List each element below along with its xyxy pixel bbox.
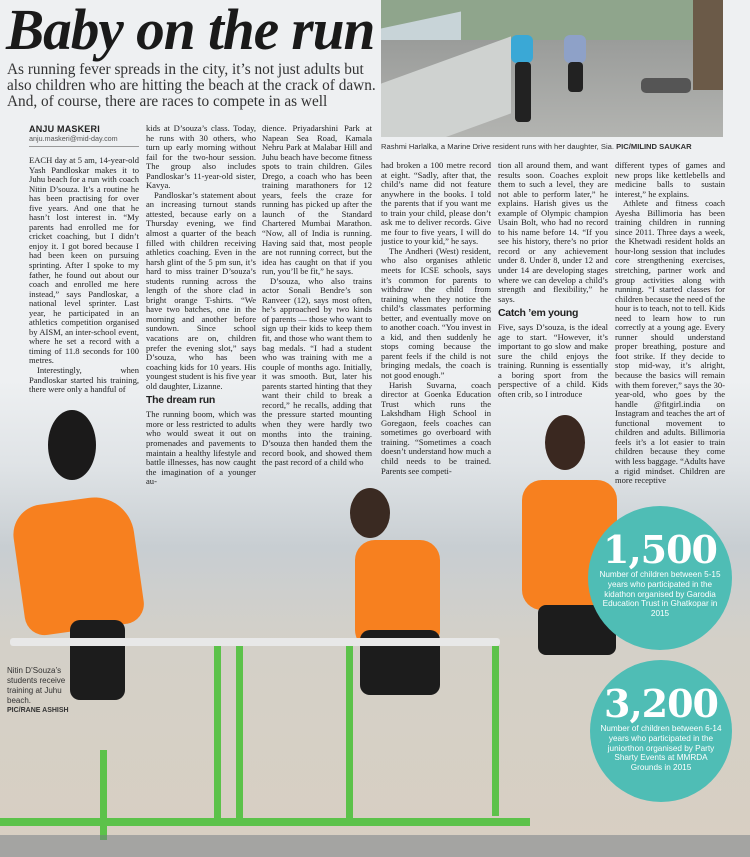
top-photo-caption bbox=[381, 142, 692, 151]
photo-credit: PIC/RANE ASHISH bbox=[7, 707, 69, 714]
article-column-4 bbox=[381, 161, 491, 489]
paragraph: tion all around them, and want results soon. Coaches exploit them to such a level, they are not able to perform later,” he explains. Harish gives us the example of Olympic champion Usain Bolt, who had no record to his name before 14. “If you see his history, there’s no prior record or any achievement under 8. Under 8, under 12 and under 14 are developing stages where we can develop a child’s strength and flexibility,” he says. bbox=[498, 161, 608, 304]
article-column-6 bbox=[615, 161, 725, 489]
stat-description: Number of children between 6-14 years who participated in the juniorthon organised by Party Sharty Events at MMRDA Grounds in 2015 bbox=[600, 724, 722, 773]
paragraph: kids at D’souza’s class. Today, he runs with 30 others, who turn up early morning without fail for the two-hour session. The group also includes Pandloskar’s 11-year-old sister, Kavya. bbox=[146, 124, 256, 191]
article-column-1 bbox=[29, 124, 139, 396]
paragraph: D’souza, who also trains actor Sonali Bendre’s son Ranveer (12), says most often, he’s approached by two kinds of parents — those who want to sign up their kids to keep them fit, and those who want them to bag medals. “I had a student who was training with me a couple of months ago. Initially, it was smooth. But, later his parents started hinting that they want their child to break a record,” he recalls, adding that the pressure started mounting when they were hardly two months into the training. D’souza then handed them the record book, and showed them the past record of a child who bbox=[262, 275, 372, 468]
paragraph: Interestingly, when Pandloskar started his training, there were only a handful of bbox=[29, 365, 139, 395]
paragraph: The running boom, which was more or less restricted to adults who would sweat it out on promenades and pavements to maintain a healthy lifestyle and battle illnesses, has now caught the imagination of a younger au- bbox=[146, 409, 256, 487]
paragraph: had broken a 100 metre record at eight. “Sadly, after that, the child’s name did not feature anywhere in the books. I told the parents that if you want me to train your child, please don’t ask me to deliver records. Give me four to five years, I will do justice to your kid,” he says. bbox=[381, 161, 491, 247]
paragraph: different types of games and new props like kettlebells and medicine balls to sustain interest,” he explains. bbox=[615, 161, 725, 199]
bottom-photo-caption bbox=[7, 666, 69, 716]
paragraph: Harish Suvarna, coach director at Goenka Education Trust which runs the Lakshdham High School in Goregaon, feels coaches can sometimes go overboard with training. “Sometimes a coach doesn’t understand how much a child needs to be trained. Parents see competi- bbox=[381, 379, 491, 476]
article-column-5 bbox=[498, 161, 608, 406]
byline-email: anju.maskeri@mid-day.com bbox=[29, 134, 139, 147]
byline-name: ANJU MASKERI bbox=[29, 124, 100, 134]
paragraph: Pandloskar’s statement about an increasing turnout stands attested, because early on a Thursday evening, we find almost a quarter of the beach filled with children receiving athletics coaching. Even in the harsh glint of the 5 pm sun, it’s hard to miss trainer D’souza’s students running across the length of the shore clad in bright orange T-shirts. “We have two batches, one in the morning and another before sundown. Since school vacations are on, children prefer the evening slot,” says D’souza, who has been coaching kids for 10 years. His youngest student is his five year old daughter, Lizanne. bbox=[146, 189, 256, 391]
stat-circle-juniorthon bbox=[590, 660, 732, 802]
article-column-2 bbox=[146, 124, 256, 489]
paragraph: Five, says D’souza, is the ideal age to start. “However, it’s important to go slow and make sure the child enjoys the training. Running is essentially a boring sport from the perspective of a child. Kids often crib, so I introduce bbox=[498, 322, 608, 400]
subhead: The dream run bbox=[146, 394, 216, 407]
paragraph: EACH day at 5 am, 14-year-old Yash Pandloskar makes it to Juhu beach for a run with coach Nitin D’souza. It’s a routine he has been practising for over five years. And one that he hasn’t lost interest in. “My parents had enrolled me for cricket coaching, but I didn’t enjoy it. I got bored because I had been keen on pursuing sprinting. After I spoke to my father, he found out about our coach and enrolled me here instead,” says Pandloskar, a national level sprinter. Last year, he participated in an athletics competition organised by AISM, an inter-school event, where he set a record with a timing of 11.8 seconds for 100 metres. bbox=[29, 155, 139, 366]
stat-number: 1,500 bbox=[603, 527, 717, 572]
article-column-3 bbox=[262, 124, 372, 489]
subhead: Catch ’em young bbox=[498, 307, 579, 320]
photo-credit: PIC/MILIND SAUKAR bbox=[616, 142, 692, 151]
stat-number: 3,200 bbox=[604, 681, 718, 726]
stat-description: Number of children between 5-15 years who participated in the kidathon organised by Garodia Education Trust in Ghatkopar in 2015 bbox=[599, 570, 721, 619]
caption-text: Rashmi Harlalka, a Marine Drive resident runs with her daughter, Sia. bbox=[381, 142, 614, 151]
paragraph: dience. Priyadarshini Park at Napean Sea Road, Kamala Nehru Park at Malabar Hill and Juhu beach have become fitness spots to train children. Giles Drego, a coach who has been training marathoners for 12 years, feels the craze for running has picked up after the launch of the Standard Chartered Mumbai Marathon. “Now, all of India is running. Having said that, most people are not running correct, but the idea has caught on that if you run, you’ll be fit,” he says. bbox=[262, 124, 372, 277]
top-photo bbox=[381, 0, 723, 137]
caption-text: Nitin D’Souza’s students receive training at Juhu beach. bbox=[7, 666, 66, 705]
stat-circle-kidathon bbox=[588, 506, 732, 650]
paragraph: Athlete and fitness coach Ayesha Billimoria has been training children in running since 2011. Three days a week, the Khetwadi resident holds an hour-long session that includes core strengthening exercises, stretching, partner work and group activities along with running. “I started classes for children because the need of the hour is to teach, not to tell. Kids need to learn how to run correctly at a young age. Every runner should understand proper breathing, posture and foot strike. If they decide to stop mid-way, it’s alright, because the basics will remain with them forever,” says the 30-year-old, who goes by the handle @fitgirl.india on Instagram and teaches the art of functional movement to children and adults. Billimoria feels it’s a lot easier to train children because they come with less baggage. “Adults have a rigid mindset. Children are more receptive bbox=[615, 198, 725, 486]
paragraph: The Andheri (West) resident, who also organises athletic meets for ICSE schools, says it’s common for parents to withdraw the child from training when they notice the child’s classmates performing better, and eventually move on to another coach. “You invest in a kid, and then suddenly he stops coming because the parent feels if the child is not bringing medals, the coach is not good enough.” bbox=[381, 245, 491, 381]
deck: As running fever spreads in the city, it’s not just adults but also children who are hitting the beach at the crack of dawn. And, of course, there are races to compete in as well bbox=[7, 61, 376, 110]
headline: Baby on the run bbox=[6, 0, 375, 62]
